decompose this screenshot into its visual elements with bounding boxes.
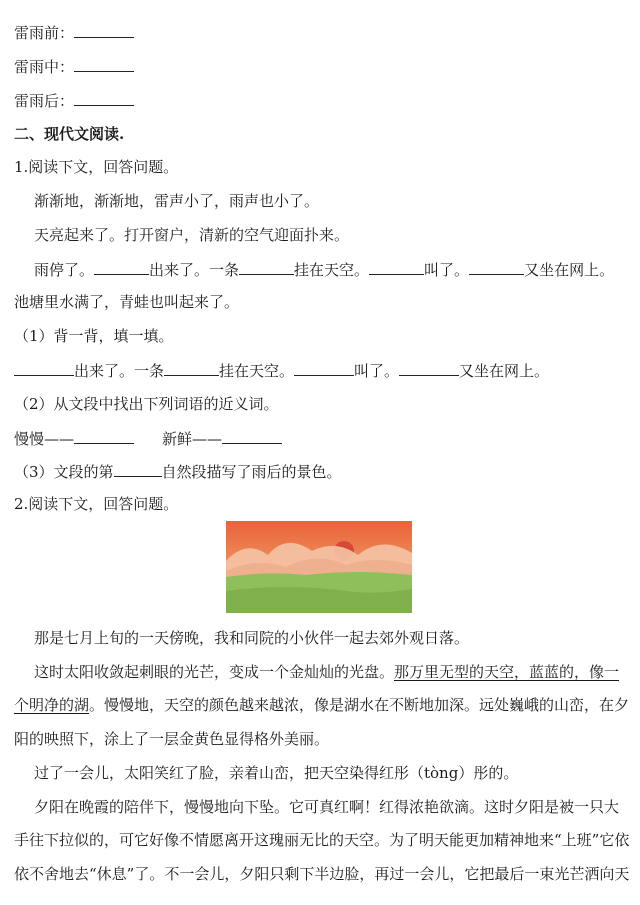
weather-before-label: 雷雨前： bbox=[14, 24, 75, 42]
answer-blank bbox=[294, 360, 354, 376]
text-segment: 这时太阳收敛起刺眼的光芒，变成一个金灿灿的光盘。 bbox=[34, 663, 395, 681]
word-label: 新鲜—— bbox=[162, 430, 223, 448]
weather-after-label: 雷雨后： bbox=[14, 92, 75, 110]
text-segment: 叫了。 bbox=[354, 362, 400, 380]
answer-blank bbox=[94, 259, 149, 275]
q1-sub-question-3 bbox=[14, 461, 640, 482]
q1-fill-line bbox=[14, 360, 640, 381]
weather-during-label: 雷雨中： bbox=[14, 58, 75, 76]
text-segment: 出来了。一条 bbox=[149, 261, 240, 279]
q1-paragraph-3-continued: 池塘里水满了，青蛙也叫起来了。 bbox=[14, 293, 240, 311]
text-segment: 雨停了。 bbox=[34, 261, 95, 279]
q2-sentence-3 bbox=[14, 695, 640, 715]
q1-heading: 1.阅读下文，回答问题。 bbox=[14, 158, 179, 176]
answer-blank bbox=[164, 360, 219, 376]
text-segment: （3）文段的第 bbox=[14, 463, 114, 481]
text-segment: 叫了。 bbox=[424, 261, 470, 279]
answer-blank bbox=[74, 90, 134, 106]
text-segment: 又坐在网上。 bbox=[524, 261, 615, 279]
answer-blank bbox=[369, 259, 424, 275]
answer-blank bbox=[74, 22, 134, 38]
word-label: 慢慢—— bbox=[14, 430, 75, 448]
q2-sentence-5: 过了一会儿，太阳笑红了脸，亲着山峦，把天空染得红彤（tòng）彤的。 bbox=[34, 764, 519, 782]
sunset-illustration bbox=[226, 521, 412, 613]
q1-paragraph-1: 渐渐地，渐渐地，雷声小了，雨声也小了。 bbox=[34, 192, 320, 210]
weather-during-line bbox=[14, 56, 640, 77]
text-segment: 挂在天空。 bbox=[294, 261, 370, 279]
answer-blank bbox=[239, 259, 294, 275]
text-segment: 出来了。一条 bbox=[74, 362, 165, 380]
q2-sentence-4: 阳的映照下，涂上了一层金黄色显得格外美丽。 bbox=[14, 730, 330, 748]
q2-heading: 2.阅读下文，回答问题。 bbox=[14, 495, 179, 513]
answer-blank bbox=[74, 428, 134, 444]
answer-blank bbox=[469, 259, 524, 275]
q1-sub-question-1: （1）背一背，填一填。 bbox=[14, 327, 174, 345]
underlined-text: 个明净的湖 bbox=[14, 696, 90, 714]
q2-sentence-2 bbox=[34, 662, 640, 682]
text-segment: 挂在天空。 bbox=[219, 362, 295, 380]
weather-after-line bbox=[14, 90, 640, 111]
answer-blank bbox=[114, 461, 162, 477]
q2-sentence-6: 夕阳在晚霞的陪伴下，慢慢地向下坠。它可真红啊！红得浓艳欲滴。这时夕阳是被一只大 bbox=[34, 798, 620, 816]
text-segment: 。慢慢地，天空的颜色越来越浓，像是湖水在不断地加深。远处巍峨的山峦，在夕 bbox=[89, 696, 630, 714]
q1-sub-question-2: （2）从文段中找出下列词语的近义词。 bbox=[14, 395, 279, 413]
answer-blank bbox=[399, 360, 459, 376]
answer-blank bbox=[222, 428, 282, 444]
text-segment: 自然段描写了雨后的景色。 bbox=[161, 463, 342, 481]
q1-paragraph-2: 天亮起来了。打开窗户，清新的空气迎面扑来。 bbox=[34, 226, 350, 244]
q2-sentence-8: 依不舍地去“休息”了。不一会儿，夕阳只剩下半边脸，再过一会儿，它把最后一束光芒洒向天 bbox=[14, 865, 630, 883]
weather-before-line bbox=[14, 22, 640, 43]
q2-sentence-7: 手往下拉似的，可它好像不情愿离开这瑰丽无比的天空。为了明天能更加精神地来“上班”它依 bbox=[14, 831, 630, 849]
q1-synonym-line bbox=[14, 428, 640, 449]
underlined-text: 那万里无型的天空，蓝蓝的，像一 bbox=[394, 663, 620, 681]
q2-sentence-1: 那是七月上旬的一天傍晚，我和同院的小伙伴一起去郊外观日落。 bbox=[34, 629, 470, 647]
text-segment: 又坐在网上。 bbox=[459, 362, 550, 380]
q1-paragraph-3 bbox=[34, 259, 640, 280]
answer-blank bbox=[14, 360, 74, 376]
section-title: 二、现代文阅读. bbox=[14, 125, 125, 143]
answer-blank bbox=[74, 56, 134, 72]
